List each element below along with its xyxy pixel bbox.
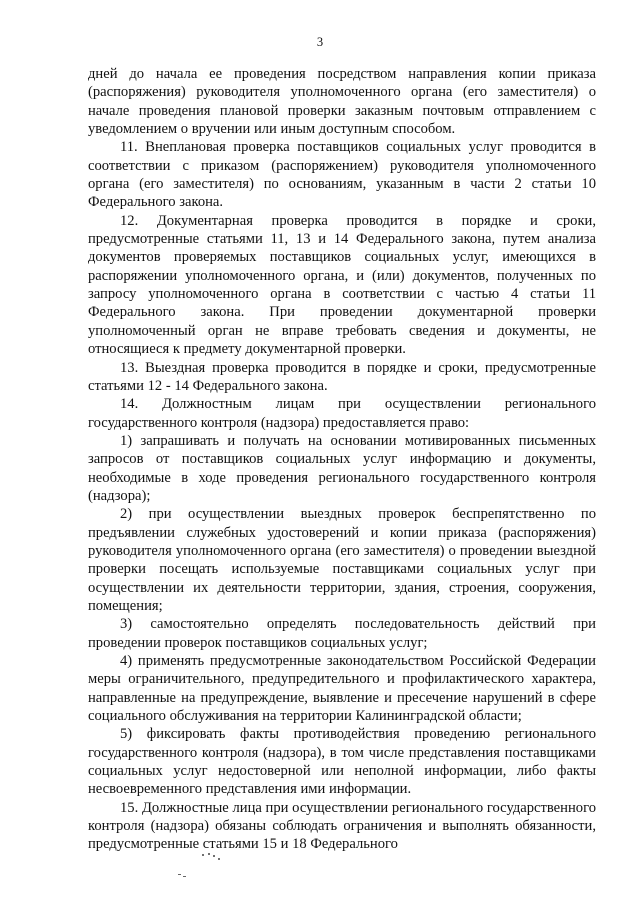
paragraph-item-11: 11. Внеплановая проверка поставщиков социальных услуг проводится в соответствии с приказом (распоряжением) руководителя уполномоченного органа (его заместителя) по основаниям, указанным в части 2 статьи 10 Федерального закона.: [88, 139, 596, 211]
scan-speck-marks-lower: [178, 874, 188, 878]
subitem-2: 2) при осуществлении выездных проверок беспрепятственно по предъявлении служебных удостоверений и копии приказа (распоряжения) руководителя уполномоченного органа (его заместителя) о проведении выездной проверки посещать используемые поставщиками социальных услуг при осуществлении их деятельности территории, здания, строения, сооружения, помещения;: [88, 506, 596, 614]
document-body: [88, 65, 596, 854]
subitem-4: 4) применять предусмотренные законодательством Российской Федерации меры ограничительного, предупредительного и профилактического характера, направленные на предупреждение, выявление и пресечение нарушений в сфере социального обслуживания на территории Калининградской области;: [88, 653, 596, 725]
paragraph-item-12: 12. Документарная проверка проводится в порядке и сроки, предусмотренные статьями 11, 13 и 14 Федерального закона, путем анализа документов проверяемых поставщиков социальных услуг, имеющихся в распоряжении уполномоченного органа, и (или) документов, полученных по запросу уполномоченного органа в соответствии с частью 4 статьи 11 Федерального закона. При проведении документарной проверки уполномоченный орган не вправе требовать сведения и документы, не относящиеся к предмету документарной проверки.: [88, 212, 596, 358]
paragraph-item-14: 14. Должностным лицам при осуществлении регионального государственного контроля (надзора) предоставляется право:: [88, 396, 596, 431]
subitem-1: 1) запрашивать и получать на основании мотивированных письменных запросов от поставщиков социальных услуг информацию и документы, необходимые в ходе проведения регионального государственного контроля (надзора);: [88, 432, 596, 504]
subitem-5: 5) фиксировать факты противодействия проведению регионального государственного контроля (надзора), в том числе представления поставщиками социальных услуг недостоверной или неполной информации, либо факты несвоевременного представления ими информации.: [88, 726, 596, 798]
subitem-3: 3) самостоятельно определять последовательность действий при проведении проверок поставщиков социальных услуг;: [88, 616, 596, 651]
page-number: 3: [316, 35, 324, 49]
paragraph-continuation: дней до начала ее проведения посредством направления копии приказа (распоряжения) руководителя уполномоченного органа (его заместителя) о начале проведения плановой проверки заказным почтовым отправлением с уведомлением о вручении или иным доступным способом.: [88, 66, 596, 138]
paragraph-item-15: 15. Должностные лица при осуществлении регионального государственного контроля (надзора) обязаны соблюдать ограничения и выполнять обязанности, предусмотренные статьями 15 и 18 Федерального: [88, 799, 596, 853]
paragraph-item-13: 13. Выездная проверка проводится в порядке и сроки, предусмотренные статьями 12 - 14 Федерального закона.: [88, 359, 596, 394]
scan-speck-marks: [196, 852, 236, 866]
